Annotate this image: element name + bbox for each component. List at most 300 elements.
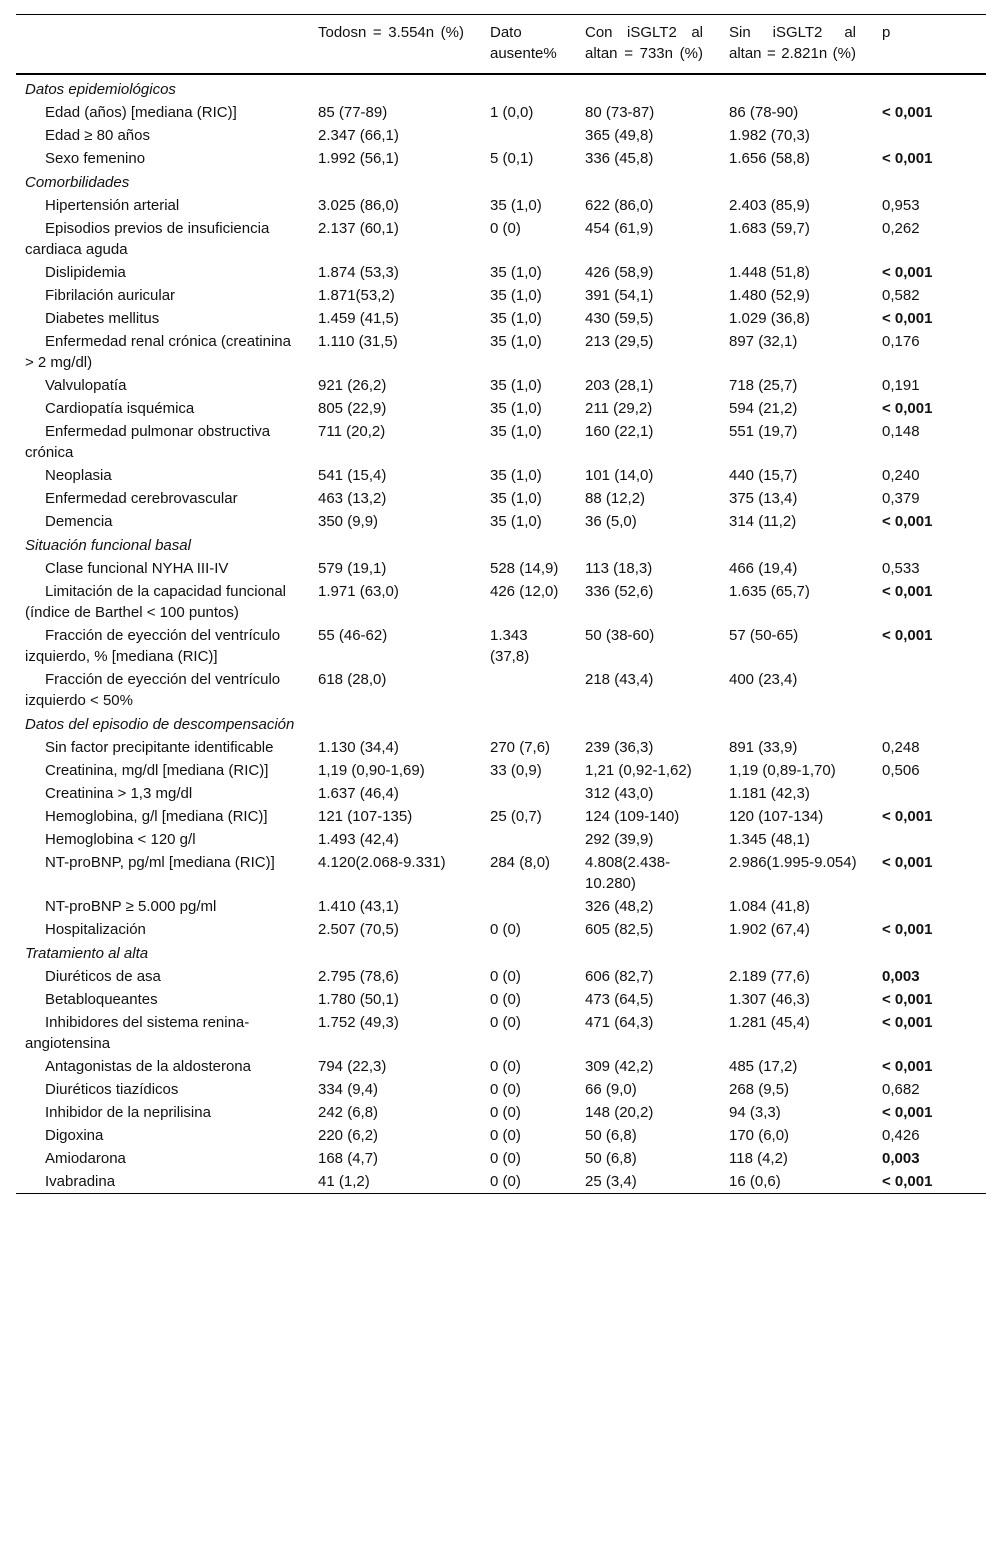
p-value-text: 0,003 bbox=[882, 1150, 920, 1167]
cell-sin-isglt2: 86 (78-90) bbox=[729, 104, 799, 121]
cell-p-value bbox=[872, 1011, 986, 1055]
row-label-text: Sexo femenino bbox=[45, 150, 146, 167]
row-label bbox=[16, 510, 308, 533]
cell-p-value bbox=[872, 624, 986, 668]
row-label-text: Betabloqueantes bbox=[45, 991, 158, 1008]
table-row bbox=[16, 420, 986, 464]
table-row bbox=[16, 557, 986, 580]
row-label-text: Enfermedad renal crónica (creatinina > 2 mg/dl) bbox=[25, 333, 291, 371]
row-label-text: Ivabradina bbox=[45, 1173, 116, 1190]
row-label bbox=[16, 624, 308, 668]
cell-sin-isglt2: 1.307 (46,3) bbox=[729, 991, 810, 1008]
row-label-text: Hemoglobina < 120 g/l bbox=[45, 831, 196, 848]
cell-p-value bbox=[872, 580, 986, 624]
cell-dato-ausente: 0 (0) bbox=[490, 991, 521, 1008]
cell-p-value bbox=[872, 194, 986, 217]
cell-con-isglt2: 292 (39,9) bbox=[585, 831, 654, 848]
cell-sin-isglt2: 16 (0,6) bbox=[729, 1173, 781, 1190]
cell-dato-ausente: 0 (0) bbox=[490, 921, 521, 938]
table-body bbox=[16, 74, 986, 1194]
row-label-text: Hemoglobina, g/l [mediana (RIC)] bbox=[45, 808, 268, 825]
row-label bbox=[16, 1170, 308, 1194]
p-value-text: < 0,001 bbox=[882, 627, 933, 644]
cell-con-isglt2: 160 (22,1) bbox=[585, 423, 654, 440]
cell-dato-ausente bbox=[480, 782, 575, 805]
cell-todos: 805 (22,9) bbox=[318, 400, 387, 417]
cell-con-isglt2: 36 (5,0) bbox=[585, 513, 637, 530]
cell-todos: 2.795 (78,6) bbox=[318, 968, 399, 985]
row-label bbox=[16, 464, 308, 487]
cell-sin-isglt2: 120 (107-134) bbox=[729, 808, 824, 825]
table-row bbox=[16, 918, 986, 941]
cell-con-isglt2: 473 (64,5) bbox=[585, 991, 654, 1008]
row-label-text: Cardiopatía isquémica bbox=[45, 400, 195, 417]
cell-dato-ausente: 0 (0) bbox=[490, 1104, 521, 1121]
p-value-text: 0,176 bbox=[882, 333, 920, 350]
p-value-text: 0,379 bbox=[882, 490, 920, 507]
row-label bbox=[16, 851, 308, 895]
cell-sin-isglt2: 2.403 (85,9) bbox=[729, 197, 810, 214]
p-value-text: < 0,001 bbox=[882, 583, 933, 600]
table-row bbox=[16, 736, 986, 759]
row-label bbox=[16, 147, 308, 170]
cell-con-isglt2: 1,21 (0,92-1,62) bbox=[585, 762, 692, 779]
cell-p-value bbox=[872, 805, 986, 828]
cell-sin-isglt2: 1.902 (67,4) bbox=[729, 921, 810, 938]
cell-dato-ausente: 35 (1,0) bbox=[490, 287, 542, 304]
row-label bbox=[16, 580, 308, 624]
table-row bbox=[16, 487, 986, 510]
row-label bbox=[16, 988, 308, 1011]
cell-con-isglt2: 148 (20,2) bbox=[585, 1104, 654, 1121]
row-label-text: Enfermedad pulmonar obstructiva crónica bbox=[25, 423, 271, 461]
table-row bbox=[16, 580, 986, 624]
cell-dato-ausente: 35 (1,0) bbox=[490, 490, 542, 507]
cell-p-value bbox=[872, 965, 986, 988]
p-value-text: < 0,001 bbox=[882, 310, 933, 327]
header-sin-isglt2: Sin iSGLT2 al altan = 2.821n (%) bbox=[729, 24, 856, 62]
section-title: Comorbilidades bbox=[25, 174, 130, 191]
table-row bbox=[16, 805, 986, 828]
cell-sin-isglt2: 1.181 (42,3) bbox=[729, 785, 810, 802]
p-value-text: < 0,001 bbox=[882, 1173, 933, 1190]
row-label-text: Fracción de eyección del ventrículo izquierdo < 50% bbox=[25, 671, 281, 709]
row-label bbox=[16, 487, 308, 510]
table-row bbox=[16, 397, 986, 420]
row-label-text: Digoxina bbox=[45, 1127, 104, 1144]
cell-p-value bbox=[872, 330, 986, 374]
cell-sin-isglt2: 897 (32,1) bbox=[729, 333, 798, 350]
cell-dato-ausente: 284 (8,0) bbox=[490, 854, 551, 871]
table-row bbox=[16, 464, 986, 487]
p-value-text: < 0,001 bbox=[882, 1104, 933, 1121]
row-label bbox=[16, 1101, 308, 1124]
cell-p-value bbox=[872, 557, 986, 580]
cell-sin-isglt2: 1.480 (52,9) bbox=[729, 287, 810, 304]
row-label-text: Inhibidores del sistema renina-angiotensina bbox=[25, 1014, 250, 1052]
p-value-text: 0,262 bbox=[882, 220, 920, 237]
header-todos: Todosn = 3.554n (%) bbox=[318, 24, 464, 41]
cell-con-isglt2: 4.808(2.438-10.280) bbox=[585, 854, 671, 892]
cell-p-value bbox=[872, 487, 986, 510]
cell-sin-isglt2: 551 (19,7) bbox=[729, 423, 798, 440]
cell-p-value bbox=[872, 668, 986, 712]
cell-dato-ausente: 1 (0,0) bbox=[490, 104, 534, 121]
row-label-text: Inhibidor de la neprilisina bbox=[45, 1104, 211, 1121]
cell-con-isglt2: 124 (109-140) bbox=[585, 808, 680, 825]
cell-p-value bbox=[872, 1147, 986, 1170]
cell-todos: 1,19 (0,90-1,69) bbox=[318, 762, 425, 779]
cell-p-value bbox=[872, 284, 986, 307]
cell-con-isglt2: 312 (43,0) bbox=[585, 785, 654, 802]
cell-dato-ausente: 0 (0) bbox=[490, 1081, 521, 1098]
row-label-text: Edad ≥ 80 años bbox=[45, 127, 150, 144]
row-label bbox=[16, 1124, 308, 1147]
cell-todos: 794 (22,3) bbox=[318, 1058, 387, 1075]
p-value-text: 0,240 bbox=[882, 467, 920, 484]
p-value-text: < 0,001 bbox=[882, 808, 933, 825]
cell-p-value bbox=[872, 1055, 986, 1078]
row-label-text: Hipertensión arterial bbox=[45, 197, 180, 214]
p-value-text: < 0,001 bbox=[882, 104, 933, 121]
cell-con-isglt2: 80 (73-87) bbox=[585, 104, 655, 121]
row-label bbox=[16, 557, 308, 580]
cell-sin-isglt2: 485 (17,2) bbox=[729, 1058, 798, 1075]
cell-con-isglt2: 66 (9,0) bbox=[585, 1081, 637, 1098]
row-label bbox=[16, 261, 308, 284]
cell-sin-isglt2: 718 (25,7) bbox=[729, 377, 798, 394]
cell-p-value bbox=[872, 1101, 986, 1124]
row-label-text: Dislipidemia bbox=[45, 264, 126, 281]
cell-p-value bbox=[872, 510, 986, 533]
cell-sin-isglt2: 94 (3,3) bbox=[729, 1104, 781, 1121]
cell-p-value bbox=[872, 464, 986, 487]
cell-p-value bbox=[872, 782, 986, 805]
cell-dato-ausente: 0 (0) bbox=[490, 220, 521, 237]
table-row bbox=[16, 828, 986, 851]
cell-todos: 350 (9,9) bbox=[318, 513, 379, 530]
p-value-text: 0,248 bbox=[882, 739, 920, 756]
cell-sin-isglt2: 2.986(1.995-9.054) bbox=[729, 854, 857, 871]
section-title: Tratamiento al alta bbox=[25, 945, 149, 962]
cell-dato-ausente: 33 (0,9) bbox=[490, 762, 542, 779]
cell-sin-isglt2: 170 (6,0) bbox=[729, 1127, 790, 1144]
row-label-text: Fracción de eyección del ventrículo izquierdo, % [mediana (RIC)] bbox=[25, 627, 281, 665]
cell-dato-ausente bbox=[480, 124, 575, 147]
cell-todos: 2.507 (70,5) bbox=[318, 921, 399, 938]
cell-p-value bbox=[872, 918, 986, 941]
cell-dato-ausente: 35 (1,0) bbox=[490, 400, 542, 417]
cell-sin-isglt2: 375 (13,4) bbox=[729, 490, 798, 507]
cell-dato-ausente: 0 (0) bbox=[490, 1014, 521, 1031]
cell-todos: 41 (1,2) bbox=[318, 1173, 370, 1190]
cell-p-value bbox=[872, 217, 986, 261]
cell-todos: 1.493 (42,4) bbox=[318, 831, 399, 848]
cell-p-value bbox=[872, 261, 986, 284]
cell-dato-ausente: 5 (0,1) bbox=[490, 150, 534, 167]
cell-sin-isglt2: 1.281 (45,4) bbox=[729, 1014, 810, 1031]
row-label-text: Sin factor precipitante identificable bbox=[45, 739, 274, 756]
p-value-text: < 0,001 bbox=[882, 264, 933, 281]
p-value-text: < 0,001 bbox=[882, 1058, 933, 1075]
cell-con-isglt2: 88 (12,2) bbox=[585, 490, 646, 507]
cell-todos: 711 (20,2) bbox=[318, 423, 386, 440]
row-label bbox=[16, 782, 308, 805]
cell-p-value bbox=[872, 397, 986, 420]
cell-p-value bbox=[872, 1170, 986, 1194]
table-header-row bbox=[16, 15, 986, 75]
cell-con-isglt2: 101 (14,0) bbox=[585, 467, 654, 484]
table-row bbox=[16, 217, 986, 261]
cell-sin-isglt2: 1.683 (59,7) bbox=[729, 220, 810, 237]
cell-todos: 921 (26,2) bbox=[318, 377, 387, 394]
table-row bbox=[16, 330, 986, 374]
cell-sin-isglt2: 2.189 (77,6) bbox=[729, 968, 810, 985]
table-row bbox=[16, 782, 986, 805]
row-label bbox=[16, 668, 308, 712]
p-value-text: < 0,001 bbox=[882, 400, 933, 417]
table-row bbox=[16, 759, 986, 782]
row-label-text: NT-proBNP ≥ 5.000 pg/ml bbox=[45, 898, 217, 915]
cell-con-isglt2: 326 (48,2) bbox=[585, 898, 654, 915]
section-header-row bbox=[16, 941, 986, 965]
header-dato-ausente: Dato ausente% bbox=[490, 24, 557, 62]
row-label bbox=[16, 736, 308, 759]
cell-todos: 579 (19,1) bbox=[318, 560, 387, 577]
cell-con-isglt2: 309 (42,2) bbox=[585, 1058, 654, 1075]
p-value-text: 0,582 bbox=[882, 287, 920, 304]
cell-dato-ausente: 0 (0) bbox=[490, 1058, 521, 1075]
p-value-text: < 0,001 bbox=[882, 150, 933, 167]
table-row bbox=[16, 101, 986, 124]
cell-sin-isglt2: 1.084 (41,8) bbox=[729, 898, 810, 915]
p-value-text: < 0,001 bbox=[882, 991, 933, 1008]
cell-sin-isglt2: 440 (15,7) bbox=[729, 467, 798, 484]
row-label-text: Creatinina > 1,3 mg/dl bbox=[45, 785, 193, 802]
cell-todos: 541 (15,4) bbox=[318, 467, 387, 484]
cell-con-isglt2: 50 (6,8) bbox=[585, 1150, 637, 1167]
cell-p-value bbox=[872, 420, 986, 464]
cell-p-value bbox=[872, 895, 986, 918]
cell-todos: 3.025 (86,0) bbox=[318, 197, 399, 214]
section-header-row bbox=[16, 74, 986, 101]
row-label bbox=[16, 805, 308, 828]
table-row bbox=[16, 1147, 986, 1170]
cell-dato-ausente: 35 (1,0) bbox=[490, 264, 542, 281]
cell-todos: 618 (28,0) bbox=[318, 671, 387, 688]
cell-p-value bbox=[872, 759, 986, 782]
p-value-text: 0,682 bbox=[882, 1081, 920, 1098]
cell-todos: 2.137 (60,1) bbox=[318, 220, 399, 237]
row-label bbox=[16, 918, 308, 941]
cell-con-isglt2: 213 (29,5) bbox=[585, 333, 654, 350]
row-label-text: Antagonistas de la aldosterona bbox=[45, 1058, 251, 1075]
cell-con-isglt2: 605 (82,5) bbox=[585, 921, 654, 938]
row-label bbox=[16, 965, 308, 988]
cell-con-isglt2: 391 (54,1) bbox=[585, 287, 654, 304]
cell-sin-isglt2: 1.982 (70,3) bbox=[729, 127, 810, 144]
p-value-text: 0,506 bbox=[882, 762, 920, 779]
table-row bbox=[16, 1078, 986, 1101]
row-label-text: Edad (años) [mediana (RIC)] bbox=[45, 104, 237, 121]
table-row bbox=[16, 124, 986, 147]
cell-todos: 85 (77-89) bbox=[318, 104, 388, 121]
cell-todos: 334 (9,4) bbox=[318, 1081, 379, 1098]
table-row bbox=[16, 1124, 986, 1147]
cell-p-value bbox=[872, 828, 986, 851]
cell-todos: 1.752 (49,3) bbox=[318, 1014, 399, 1031]
cell-con-isglt2: 606 (82,7) bbox=[585, 968, 654, 985]
cell-todos: 2.347 (66,1) bbox=[318, 127, 399, 144]
header-p: p bbox=[882, 24, 891, 41]
row-label bbox=[16, 1011, 308, 1055]
cell-con-isglt2: 471 (64,3) bbox=[585, 1014, 654, 1031]
p-value-text: < 0,001 bbox=[882, 921, 933, 938]
cell-dato-ausente: 1.343 (37,8) bbox=[490, 627, 530, 665]
row-label bbox=[16, 374, 308, 397]
table-row bbox=[16, 1011, 986, 1055]
table-row bbox=[16, 965, 986, 988]
cell-todos: 168 (4,7) bbox=[318, 1150, 379, 1167]
cell-con-isglt2: 211 (29,2) bbox=[585, 400, 653, 417]
cell-dato-ausente bbox=[480, 668, 575, 712]
cell-con-isglt2: 203 (28,1) bbox=[585, 377, 654, 394]
cell-sin-isglt2: 57 (50-65) bbox=[729, 627, 799, 644]
section-header-row bbox=[16, 170, 986, 194]
data-table-container bbox=[16, 14, 986, 1194]
cell-sin-isglt2: 1.448 (51,8) bbox=[729, 264, 810, 281]
table-row bbox=[16, 284, 986, 307]
cell-dato-ausente: 0 (0) bbox=[490, 968, 521, 985]
table-row bbox=[16, 895, 986, 918]
cell-p-value bbox=[872, 147, 986, 170]
cell-con-isglt2: 365 (49,8) bbox=[585, 127, 654, 144]
p-value-text: < 0,001 bbox=[882, 513, 933, 530]
cell-p-value bbox=[872, 307, 986, 330]
cell-todos: 1.971 (63,0) bbox=[318, 583, 399, 600]
row-label bbox=[16, 1147, 308, 1170]
cell-con-isglt2: 239 (36,3) bbox=[585, 739, 654, 756]
table-row bbox=[16, 1101, 986, 1124]
cell-con-isglt2: 454 (61,9) bbox=[585, 220, 654, 237]
cell-todos: 4.120(2.068-9.331) bbox=[318, 854, 446, 871]
cell-p-value bbox=[872, 988, 986, 1011]
header-label bbox=[16, 15, 308, 75]
p-value-text: 0,191 bbox=[882, 377, 920, 394]
row-label bbox=[16, 284, 308, 307]
section-title: Datos del episodio de descompensación bbox=[25, 716, 295, 733]
row-label-text: Limitación de la capacidad funcional (índice de Barthel < 100 puntos) bbox=[25, 583, 286, 621]
row-label-text: Hospitalización bbox=[45, 921, 146, 938]
row-label-text: Valvulopatía bbox=[45, 377, 127, 394]
cell-con-isglt2: 430 (59,5) bbox=[585, 310, 654, 327]
cell-todos: 1.874 (53,3) bbox=[318, 264, 399, 281]
cell-con-isglt2: 113 (18,3) bbox=[585, 560, 653, 577]
table-row bbox=[16, 624, 986, 668]
table-row bbox=[16, 988, 986, 1011]
p-value-text: 0,003 bbox=[882, 968, 920, 985]
cell-dato-ausente: 35 (1,0) bbox=[490, 513, 542, 530]
cell-dato-ausente: 35 (1,0) bbox=[490, 333, 542, 350]
cell-sin-isglt2: 400 (23,4) bbox=[729, 671, 798, 688]
table-row bbox=[16, 307, 986, 330]
cell-dato-ausente: 426 (12,0) bbox=[490, 583, 559, 600]
cell-todos: 220 (6,2) bbox=[318, 1127, 379, 1144]
row-label bbox=[16, 895, 308, 918]
table-row bbox=[16, 374, 986, 397]
p-value-text: < 0,001 bbox=[882, 854, 933, 871]
table-row bbox=[16, 1170, 986, 1194]
cell-sin-isglt2: 1,19 (0,89-1,70) bbox=[729, 762, 836, 779]
cell-dato-ausente bbox=[480, 828, 575, 851]
cell-todos: 1.459 (41,5) bbox=[318, 310, 399, 327]
cell-sin-isglt2: 268 (9,5) bbox=[729, 1081, 790, 1098]
cell-dato-ausente: 528 (14,9) bbox=[490, 560, 559, 577]
cell-con-isglt2: 622 (86,0) bbox=[585, 197, 654, 214]
cell-dato-ausente: 0 (0) bbox=[490, 1173, 521, 1190]
row-label-text: Demencia bbox=[45, 513, 113, 530]
cell-todos: 1.637 (46,4) bbox=[318, 785, 399, 802]
cell-p-value bbox=[872, 736, 986, 759]
section-title: Situación funcional basal bbox=[25, 537, 191, 554]
row-label-text: Episodios previos de insuficiencia cardiaca aguda bbox=[25, 220, 270, 258]
p-value-text: 0,148 bbox=[882, 423, 920, 440]
cell-sin-isglt2: 1.635 (65,7) bbox=[729, 583, 810, 600]
cell-todos: 1.110 (31,5) bbox=[318, 333, 398, 350]
table-row bbox=[16, 668, 986, 712]
p-value-text: 0,953 bbox=[882, 197, 920, 214]
cell-todos: 1.871(53,2) bbox=[318, 287, 395, 304]
header-con-isglt2: Con iSGLT2 al altan = 733n (%) bbox=[585, 24, 703, 62]
row-label-text: Diuréticos de asa bbox=[45, 968, 161, 985]
row-label-text: Diuréticos tiazídicos bbox=[45, 1081, 179, 1098]
row-label-text: Diabetes mellitus bbox=[45, 310, 160, 327]
cell-todos: 463 (13,2) bbox=[318, 490, 387, 507]
section-header-row bbox=[16, 533, 986, 557]
cell-con-isglt2: 426 (58,9) bbox=[585, 264, 654, 281]
cell-sin-isglt2: 314 (11,2) bbox=[729, 513, 797, 530]
row-label bbox=[16, 330, 308, 374]
row-label-text: Amiodarona bbox=[45, 1150, 126, 1167]
cell-p-value bbox=[872, 1078, 986, 1101]
row-label-text: Enfermedad cerebrovascular bbox=[45, 490, 238, 507]
cell-dato-ausente: 35 (1,0) bbox=[490, 467, 542, 484]
table-row bbox=[16, 261, 986, 284]
section-header-row bbox=[16, 712, 986, 736]
cell-todos: 1.992 (56,1) bbox=[318, 150, 399, 167]
row-label-text: Fibrilación auricular bbox=[45, 287, 176, 304]
cell-dato-ausente: 0 (0) bbox=[490, 1150, 521, 1167]
cell-todos: 1.130 (34,4) bbox=[318, 739, 399, 756]
row-label-text: Clase funcional NYHA III-IV bbox=[45, 560, 229, 577]
row-label bbox=[16, 759, 308, 782]
cell-dato-ausente: 35 (1,0) bbox=[490, 377, 542, 394]
cell-sin-isglt2: 594 (21,2) bbox=[729, 400, 798, 417]
cell-con-isglt2: 25 (3,4) bbox=[585, 1173, 637, 1190]
cell-p-value bbox=[872, 124, 986, 147]
cell-p-value bbox=[872, 101, 986, 124]
cell-sin-isglt2: 1.029 (36,8) bbox=[729, 310, 810, 327]
cell-todos: 242 (6,8) bbox=[318, 1104, 379, 1121]
cell-sin-isglt2: 1.345 (48,1) bbox=[729, 831, 810, 848]
cell-p-value bbox=[872, 374, 986, 397]
cell-p-value bbox=[872, 1124, 986, 1147]
table-row bbox=[16, 194, 986, 217]
cell-sin-isglt2: 1.656 (58,8) bbox=[729, 150, 810, 167]
p-value-text: 0,533 bbox=[882, 560, 920, 577]
row-label-text: Neoplasia bbox=[45, 467, 112, 484]
cell-con-isglt2: 50 (38-60) bbox=[585, 627, 655, 644]
